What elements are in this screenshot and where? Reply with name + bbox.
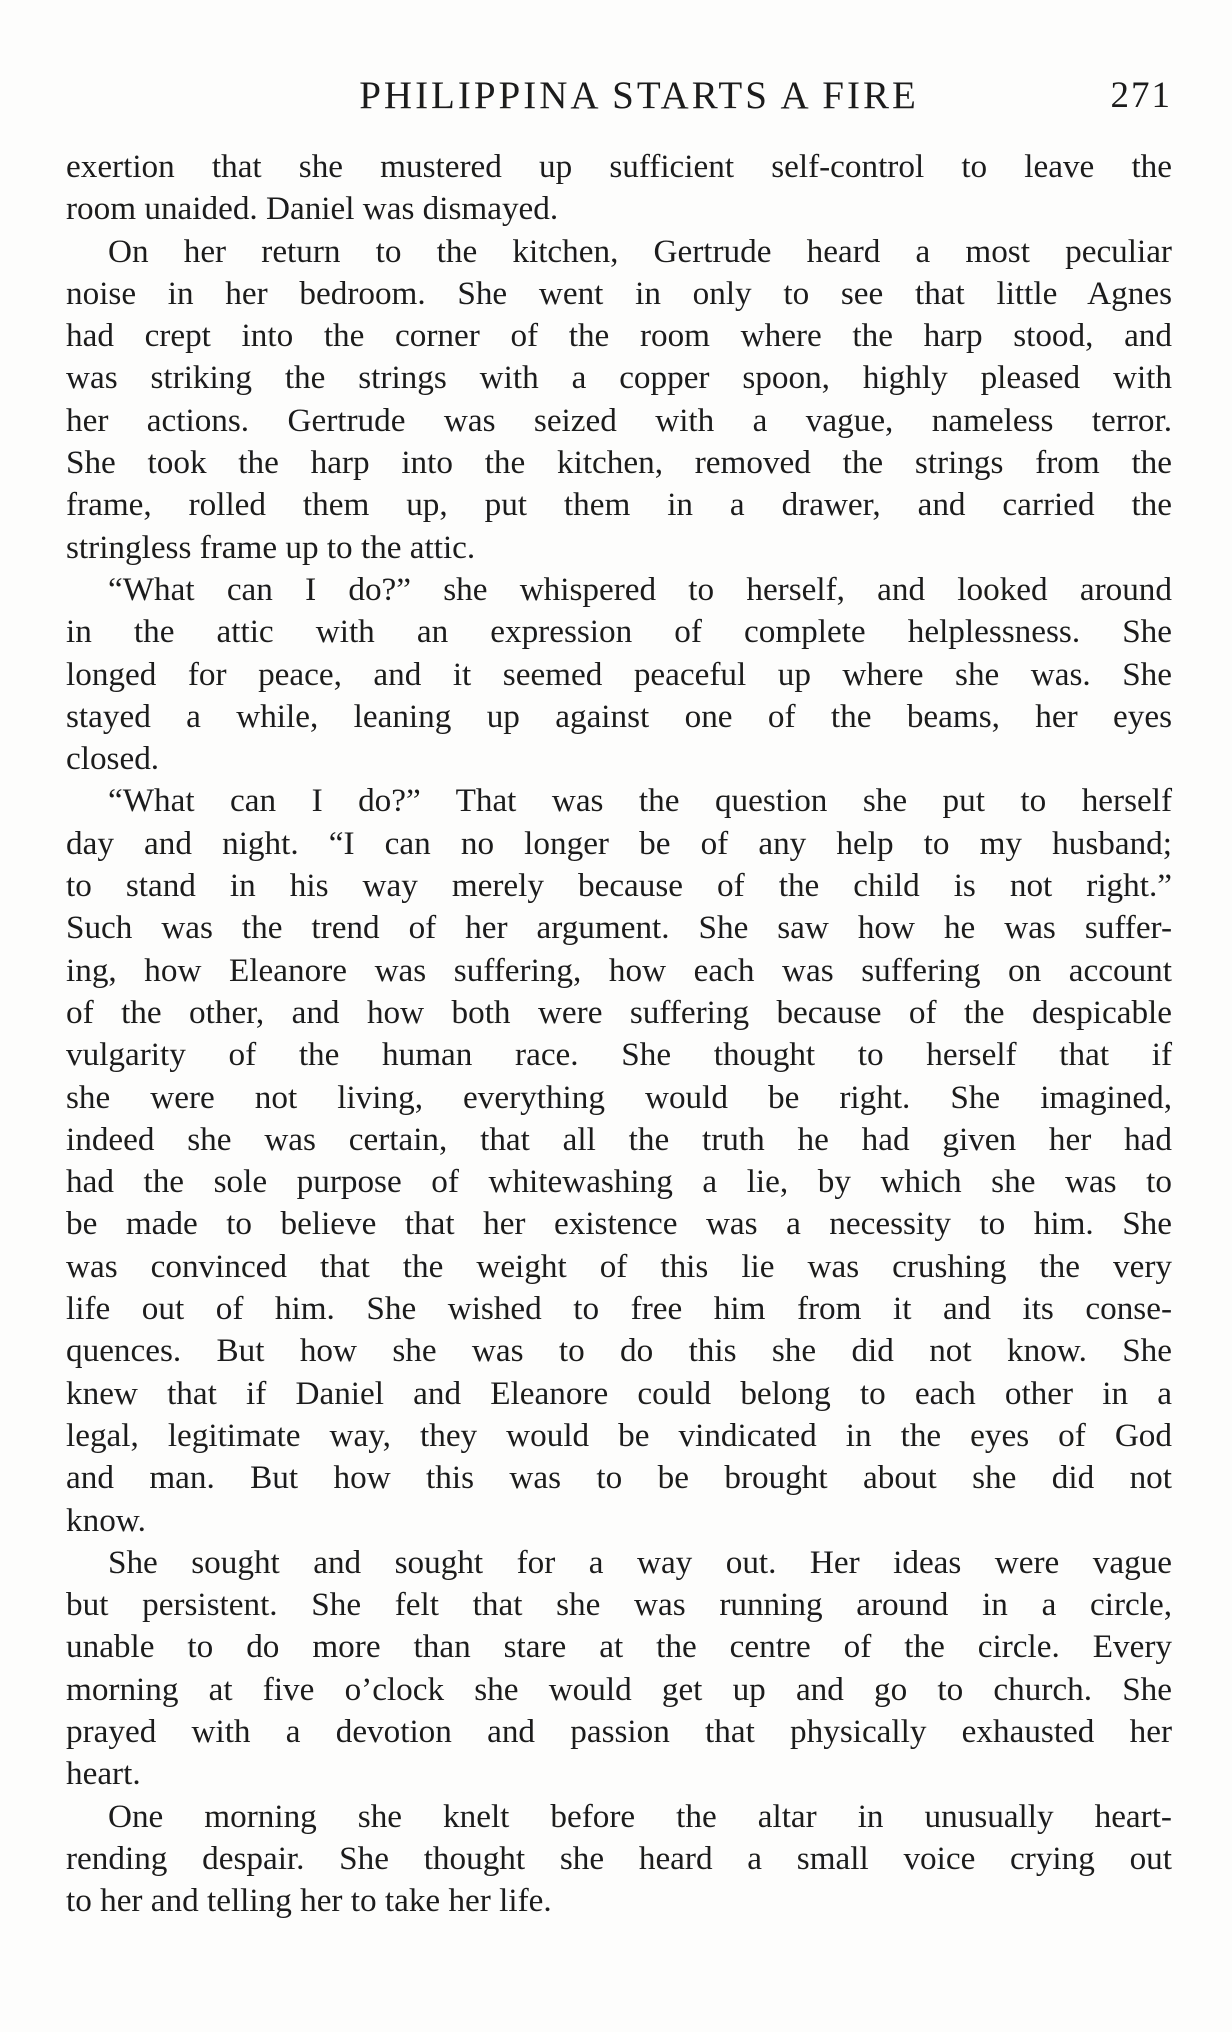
text-line: quences. But how she was to do this she did not know. She [66, 1332, 1172, 1370]
text-line: know. [66, 1501, 146, 1539]
text-line: “What can I do?” That was the question she put to herself [108, 782, 1172, 820]
running-head: PHILIPPINA STARTS A FIRE [359, 74, 919, 117]
text-line: morning at five o’clock she would get up and go to church. She [66, 1670, 1172, 1708]
text-line: prayed with a devotion and passion that physically exhausted her [66, 1712, 1172, 1750]
text-line: had crept into the corner of the room where the harp stood, and [66, 317, 1172, 355]
text-line: to her and telling her to take her life. [66, 1882, 552, 1920]
text-line: Such was the trend of her argument. She saw how he was suffer- [66, 909, 1172, 947]
text-line: frame, rolled them up, put them in a drawer, and carried the [66, 486, 1172, 524]
text-line: ing, how Eleanore was suffering, how each was suffering on account [66, 951, 1172, 989]
text-line: “What can I do?” she whispered to herself, and looked around [108, 570, 1172, 608]
page-header [66, 66, 1172, 126]
text-line: day and night. “I can no longer be of any help to my husband; [66, 824, 1172, 862]
text-line: She sought and sought for a way out. Her ideas were vague [108, 1543, 1172, 1581]
text-line: One morning she knelt before the altar in unusually heart- [108, 1797, 1172, 1835]
text-line: of the other, and how both were suffering because of the despicable [66, 993, 1172, 1031]
text-line: life out of him. She wished to free him from it and its conse- [66, 1290, 1172, 1328]
text-line: legal, legitimate way, they would be vindicated in the eyes of God [66, 1416, 1172, 1454]
text-line: On her return to the kitchen, Gertrude heard a most peculiar [108, 232, 1172, 270]
text-line: but persistent. She felt that she was running around in a circle, [66, 1586, 1172, 1624]
text-line: her actions. Gertrude was seized with a vague, nameless terror. [66, 401, 1172, 439]
text-line: vulgarity of the human race. She thought to herself that if [66, 1036, 1172, 1074]
text-line: unable to do more than stare at the centre of the circle. Every [66, 1628, 1172, 1666]
text-line: in the attic with an expression of complete helplessness. She [66, 613, 1172, 651]
text-line: stringless frame up to the attic. [66, 528, 476, 566]
text-line: rending despair. She thought she heard a small voice crying out [66, 1839, 1172, 1877]
paragraph-3 [66, 569, 1172, 780]
text-line: had the sole purpose of whitewashing a lie, by which she was to [66, 1163, 1172, 1201]
text-line: was striking the strings with a copper spoon, highly pleased with [66, 359, 1172, 397]
text-line: She took the harp into the kitchen, removed the strings from the [66, 444, 1172, 482]
paragraph-5 [66, 1542, 1172, 1796]
text-line: room unaided. Daniel was dismayed. [66, 190, 559, 228]
text-line: closed. [66, 740, 160, 778]
text-line: and man. But how this was to be brought about she did not [66, 1459, 1172, 1497]
text-line: heart. [66, 1755, 141, 1793]
text-line: be made to believe that her existence was a necessity to him. She [66, 1205, 1172, 1243]
text-line: exertion that she mustered up sufficient self-control to leave the [66, 148, 1172, 185]
paragraph-4 [66, 780, 1172, 1541]
text-line: knew that if Daniel and Eleanore could belong to each other in a [66, 1374, 1172, 1412]
paragraph-2 [66, 231, 1172, 569]
body-text [66, 146, 1172, 1922]
text-line: to stand in his way merely because of the child is not right.” [66, 867, 1172, 905]
paragraph-1 [66, 146, 1172, 231]
text-line: indeed she was certain, that all the truth he had given her had [66, 1120, 1172, 1158]
text-line: was convinced that the weight of this lie was crushing the very [66, 1247, 1172, 1285]
text-line: noise in her bedroom. She went in only to see that little Agnes [66, 274, 1172, 312]
text-line: stayed a while, leaning up against one of the beams, her eyes [66, 697, 1172, 735]
text-line: she were not living, everything would be right. She imagined, [66, 1078, 1172, 1116]
paragraph-6 [66, 1796, 1172, 1923]
page-number: 271 [1110, 75, 1172, 116]
text-line: longed for peace, and it seemed peaceful up where she was. She [66, 655, 1172, 693]
